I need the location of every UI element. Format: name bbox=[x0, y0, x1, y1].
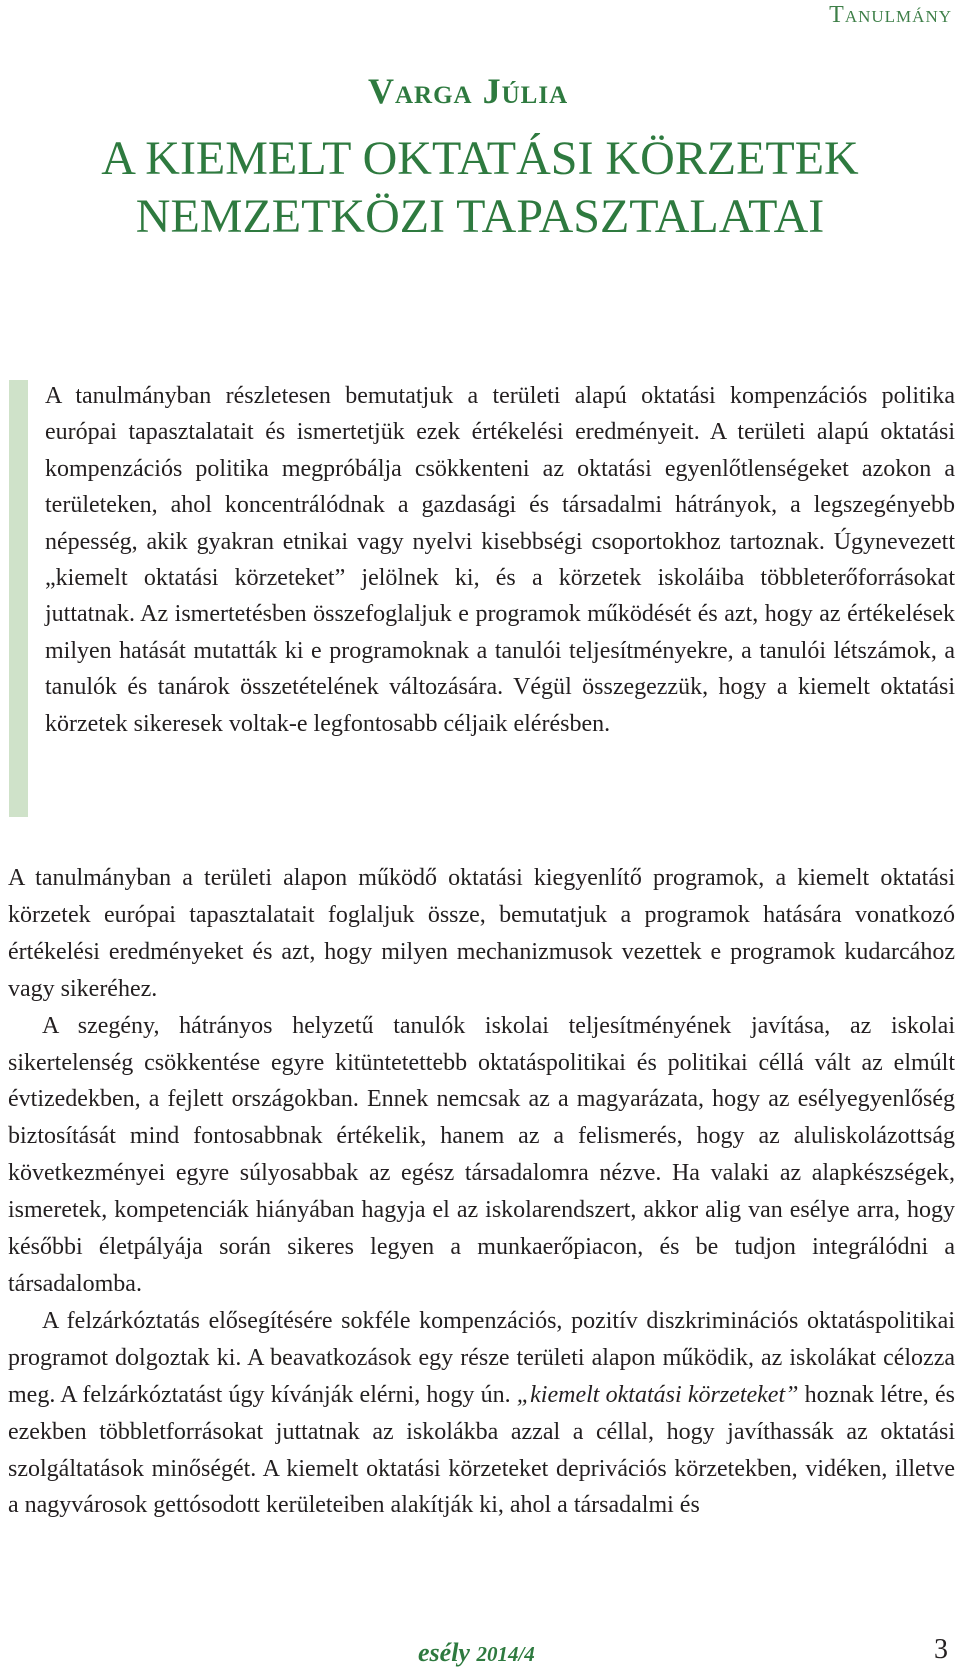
footer-journal bbox=[418, 1638, 535, 1668]
journal-name: esély bbox=[418, 1638, 470, 1667]
section-label: Tanulmány bbox=[829, 2, 952, 28]
article-title-line-2: NEMZETKÖZI TAPASZTALATAI bbox=[135, 190, 825, 243]
article-author: Varga Júlia bbox=[368, 71, 569, 111]
article-body bbox=[8, 860, 955, 1524]
abstract-accent-bar bbox=[9, 380, 28, 817]
body-paragraph-2: A szegény, hátrányos helyzetű tanulók iskolai teljesítményének javítása, az iskolai sikertelenség csökkentése egyre kitüntetettebb oktatáspolitikai és politikai céllá vált az elmúlt évtizedekben, a fejlett országokban. Ennek nemcsak az a magyarázata, hogy az esélyegyenlőség biztosítását mind fontosabbnak értékelik, hanem az a felismerés, hogy az aluliskolázottság következményei egyre súlyosabbak az egész társadalomra nézve. Ha valaki az alapkészségek, ismeretek, kompetenciák hiányában hagyja el az iskolarendszert, akkor alig van esélye arra, hogy későbbi életpályája során sikeres legyen a munkaerőpiacon, és be tudjon integrálódni a társadalomba. bbox=[8, 1012, 955, 1297]
article-title-line-1: A KIEMELT OKTATÁSI KÖRZETEK bbox=[101, 132, 859, 185]
abstract: A tanulmányban részletesen bemutatjuk a területi alapú oktatási kompenzációs politika európai tapasztalatait és ismertetjük ezek értékelési eredményeit. A területi alapú oktatási kompenzációs politika megpróbálja csökkenteni az oktatási egyenlőtlenségeket azokon a területeken, ahol koncentrálódnak a gazdasági és társadalmi hátrányok, a legszegényebb népesség, akik gyakran etnikai vagy nyelvi kisebbségi csoportokhoz tartoznak. Úgynevezett „kiemelt oktatási körzeteket” jelölnek ki, és a körzetek iskoláiba többleterőforrásokat juttatnak. Az ismertetésben összefoglaljuk e programok működését és azt, hogy az értékelések milyen hatását mutatták ki e programoknak a tanulói teljesítményekre, a tanulói létszámok, a tanulók és tanárok összetételének változására. Végül összegezzük, hogy a kiemelt oktatási körzetek sikeresek voltak-e legfontosabb céljaik elérésben. bbox=[45, 383, 955, 737]
page-number: 3 bbox=[934, 1634, 948, 1665]
body-paragraph-1: A tanulmányban a területi alapon működő oktatási kiegyenlítő programok, a kiemelt oktatási körzetek európai tapasztalatait foglaljuk össze, bemutatjuk a programok hatására vonatkozó értékelési eredményeket és azt, hogy milyen mechanizmusok vezettek e programok kudarcához vagy sikeréhez. bbox=[8, 865, 955, 1002]
body-paragraph-3 bbox=[8, 1303, 955, 1524]
body-paragraph-3-start: A felzárkóztatás elősegítésére sokféle kompenzációs, pozitív diszkriminációs oktatáspolitikai programot dolgoztak ki. A beavatkozások egy része területi alapon működik, az iskolákat célozza meg. A felzárkóztatást úgy kívánják elérni, hogy ún. bbox=[8, 1307, 955, 1408]
journal-issue: 2014/4 bbox=[476, 1642, 535, 1666]
body-paragraph-3-end: hoznak létre, és ezekben többletforrásokat juttatnak az iskolákba azzal a céllal, hogy javíthassák az oktatási szolgáltatások minőségét. A kiemelt oktatási körzeteket deprivációs körzetekben, vidéken, illetve a nagyvárosok gettósodott kerületeiben alakítják ki, ahol a társadalmi és bbox=[8, 1381, 956, 1519]
article-title bbox=[0, 130, 960, 246]
body-paragraph-3-emphasis: „kiemelt oktatási körzeteket” bbox=[516, 1381, 799, 1408]
